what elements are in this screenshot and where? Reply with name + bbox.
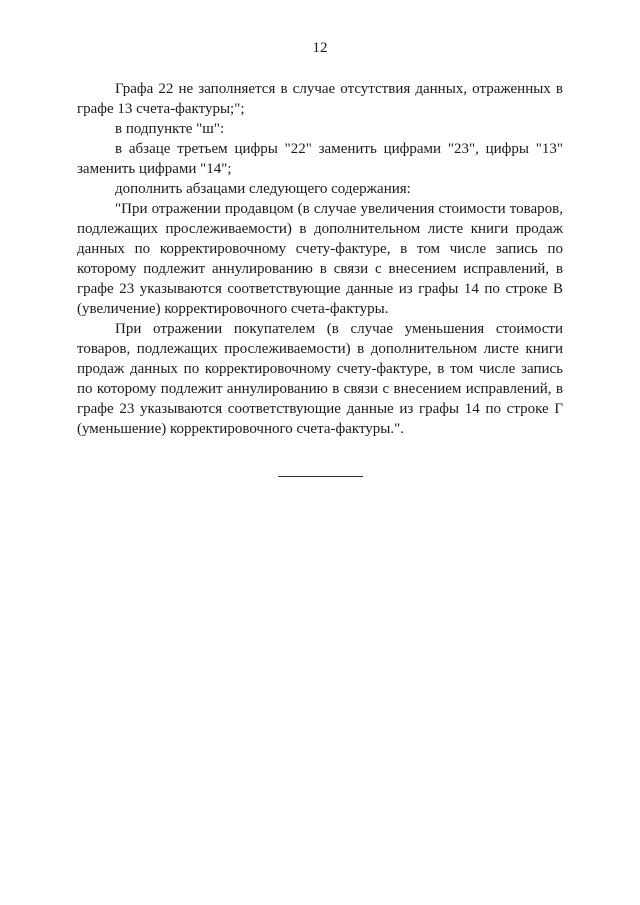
end-divider-line [278,476,363,477]
paragraph-add-clauses: дополнить абзацами следующего содержания: [115,181,411,197]
paragraph-replace-digits: в абзаце третьем цифры "22" заменить цифрами "23", цифры "13" заменить цифрами "14"; [77,141,563,177]
page-number: 12 [312,40,328,56]
paragraph-buyer-decrease: При отражении покупателем (в случае уменьшения стоимости товаров, подлежащих прослеживаемости) в дополнительном листе книги продаж данных по корректировочному счету-фактуре, в том числе запись по которому подлежит аннулированию в связи с внесением исправлений, в графе 23 указываются соответствующие данные из графы 14 по строке Г (уменьшение) корректировочного счета-фактуры.". [77,321,563,437]
paragraph-graph-22: Графа 22 не заполняется в случае отсутствия данных, отраженных в графе 13 счета-фактуры;"; [77,81,563,117]
paragraph-subitem-sh: в подпункте "ш": [115,121,225,137]
document-body [77,79,563,439]
paragraph-seller-increase: "При отражении продавцом (в случае увеличения стоимости товаров, подлежащих прослеживаемости) в дополнительном листе книги продаж данных по корректировочному счету-фактуре, в том числе запись по которому подлежит аннулированию в связи с внесением исправлений, в графе 23 указываются соответствующие данные из графы 14 по строке В (увеличение) корректировочного счета-фактуры. [77,201,563,317]
